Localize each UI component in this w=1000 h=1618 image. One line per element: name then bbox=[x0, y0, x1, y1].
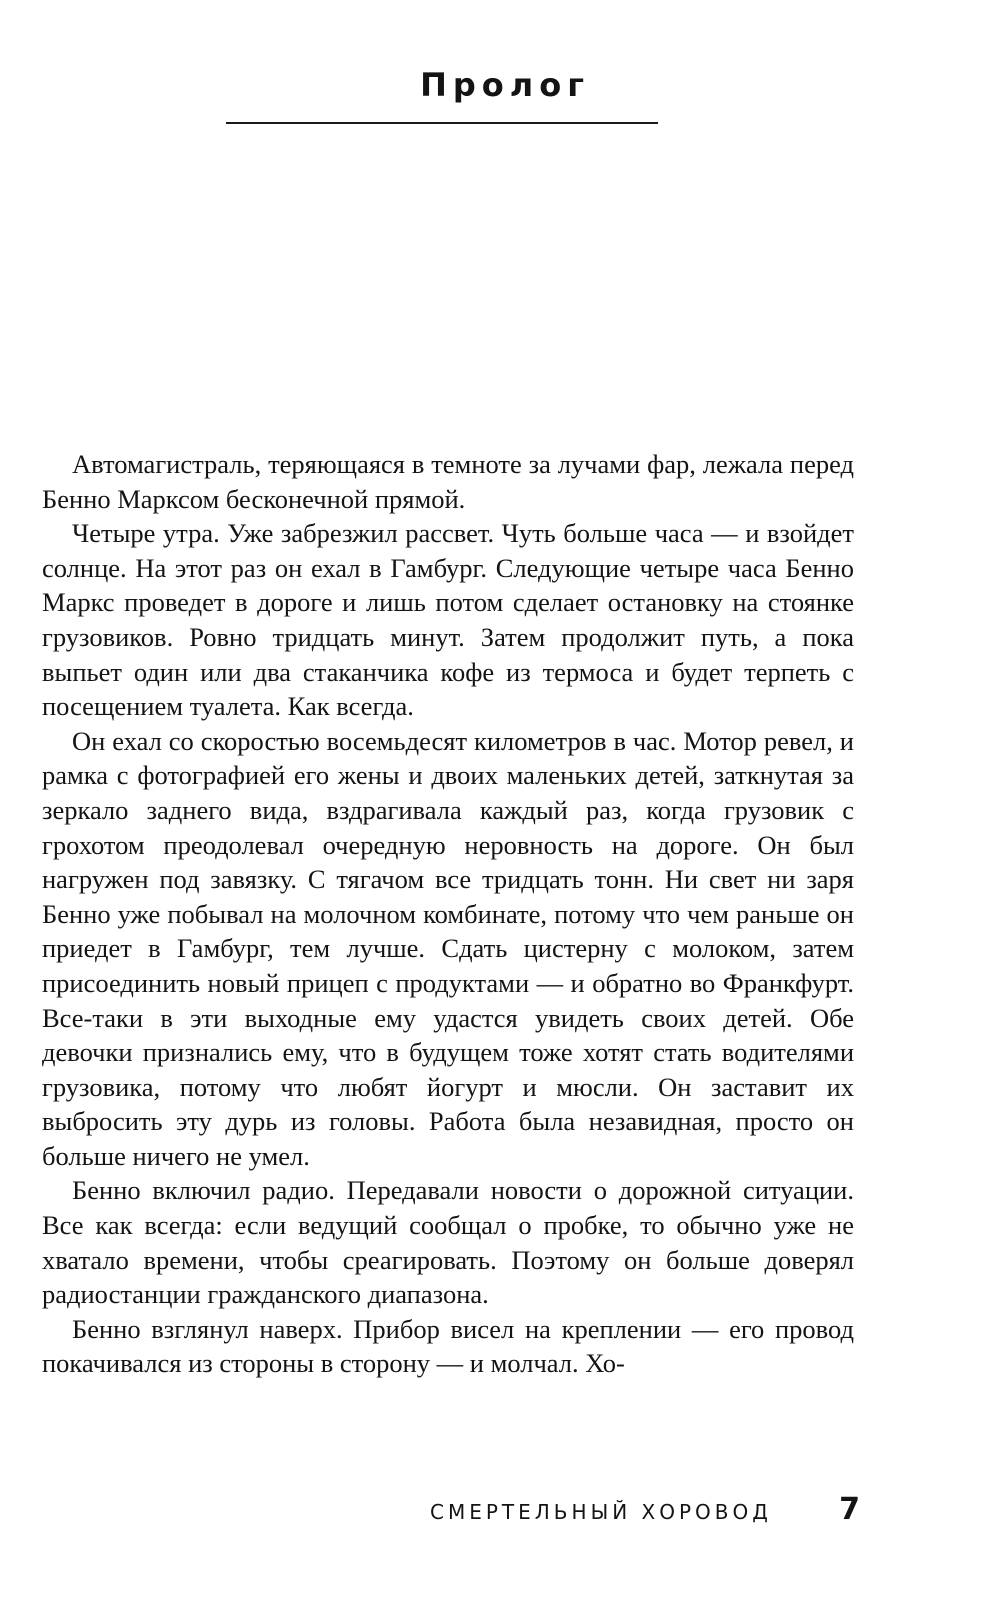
title-underline-rule bbox=[226, 122, 658, 124]
page-number: 7 bbox=[839, 1492, 860, 1527]
paragraph: Четыре утра. Уже забрезжил рассвет. Чуть больше часа — и взойдет солнце. На этот раз он ехал в Гамбург. Следующие четыре часа Бенно Маркс проведет в дороге и лишь потом сделает остановку на стоянке грузовиков. Ровно тридцать минут. Затем продолжит путь, а пока выпьет один или два стаканчика кофе из термоса и будет терпеть с посещением туалета. Как всегда. bbox=[42, 518, 854, 722]
paragraph: Он ехал со скоростью восемьдесят километров в час. Мотор ревел, и рамка с фотографией его жены и двоих маленьких детей, заткнутая за зеркало заднего вида, вздрагивала каждый раз, когда грузовик с грохотом преодолевал очередную неровность на дороге. Он был нагружен под завязку. С тягачом все тридцать тонн. Ни свет ни заря Бенно уже побывал на молочном комбинате, потому что чем раньше он приедет в Гамбург, тем лучше. Сдать цистерну с молоком, затем присоединить новый прицеп с продуктами — и обратно во Франкфурт. Все-таки в эти выходные ему удастся увидеть своих детей. Обе девочки признались ему, что в будущем тоже хотят стать водителями грузовика, потому что любят йогурт и мюсли. Он заставит их выбросить эту дурь из головы. Работа была незавидная, просто он больше ничего не умел. bbox=[42, 725, 854, 1171]
paragraph: Бенно взглянул наверх. Прибор висел на креплении — его провод покачивался из стороны в сторону — и молчал. Хо- bbox=[42, 1313, 854, 1379]
paragraph: Бенно включил радио. Передавали новости о дорожной ситуации. Все как всегда: если ведущий сообщал о пробке, то обычно уже не хватало времени, чтобы среагировать. Поэтому он больше доверял радиостанции гражданского диапазона. bbox=[42, 1175, 854, 1310]
body-text bbox=[42, 447, 854, 1381]
page-footer bbox=[430, 1492, 860, 1532]
paragraph: Автомагистраль, теряющаяся в темноте за лучами фар, лежала перед Бенно Марксом бесконечной прямой. bbox=[42, 449, 854, 514]
chapter-title: Пролог bbox=[420, 66, 590, 104]
running-title: СМЕРТЕЛЬНЫЙ ХОРОВОД bbox=[430, 1500, 772, 1524]
